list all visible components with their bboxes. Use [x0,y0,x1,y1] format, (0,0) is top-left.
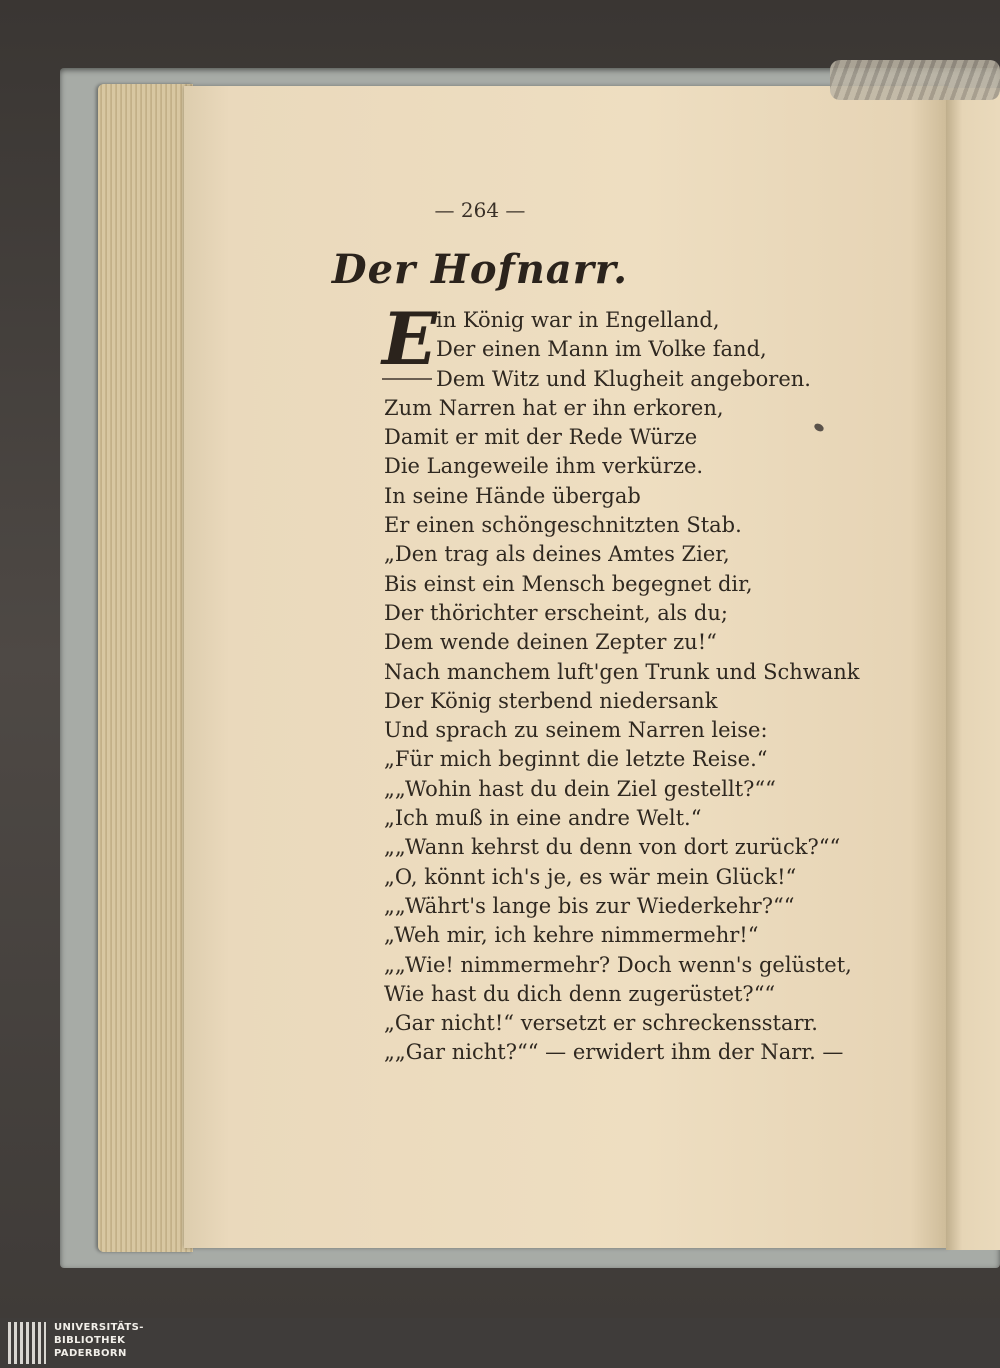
poem-line: „„Wie! nimmermehr? Doch wenn's gelüstet, [384,952,852,977]
library-footer [0,1318,1000,1368]
poem-line: Der thörichter erscheint, als du; [384,600,728,625]
poem-line: „O, könnt ich's je, es wär mein Glück!“ [384,864,797,889]
drop-cap: E [382,296,437,381]
poem-line: Wie hast du dich denn zugerüstet?““ [384,981,776,1006]
page-number: — 264 — [434,198,526,222]
poem-line: Er einen schöngeschnitzten Stab. [384,513,742,538]
page-edges [98,84,193,1252]
poem-line: „Für mich beginnt die letzte Reise.“ [384,747,768,772]
poem-line: Damit er mit der Rede Würze [384,425,698,450]
poem-line: In seine Hände übergab [384,483,641,508]
library-name [54,1321,144,1360]
library-logo-icon [8,1322,46,1364]
poem-line: „„Wohin hast du dein Ziel gestellt?““ [384,776,776,801]
library-name-line: UNIVERSITÄTS- [54,1322,144,1333]
poem-line: „„Wann kehrst du denn von dort zurück?““ [384,835,841,860]
poem-line: Dem Witz und Klugheit angeboren. [436,366,811,391]
poem-line: „„Gar nicht?““ — erwidert ihm der Narr. — [384,1040,844,1065]
next-page-edge [946,88,1000,1250]
poem-line: Und sprach zu seinem Narren leise: [384,718,768,743]
poem-line: „„Währt's lange bis zur Wiederkehr?““ [384,893,795,918]
poem-line: Dem wende deinen Zepter zu!“ [384,630,717,655]
poem-line: Nach manchem luft'gen Trunk und Schwank [384,659,860,684]
poem-line: Der König sterbend niedersank [384,688,718,713]
poem-line: „Den trag als deines Amtes Zier, [384,542,730,567]
poem-line: „Weh mir, ich kehre nimmermehr!“ [384,923,759,948]
poem-line: „Ich muß in eine andre Welt.“ [384,806,702,831]
library-name-line: BIBLIOTHEK [54,1335,126,1346]
poem-lines [384,306,860,1068]
poem-title: Der Hofnarr. [331,246,629,293]
poem-line: in König war in Engelland, [436,308,720,332]
bookmark-ribbon [830,60,1000,100]
poem-line: „Gar nicht!“ versetzt er schreckensstarr. [384,1011,818,1036]
library-name-line: PADERBORN [54,1348,127,1359]
poem-line: Bis einst ein Mensch begegnet dir, [384,571,753,596]
poem-line: Die Langeweile ihm verkürze. [384,454,704,479]
poem-line: Zum Narren hat er ihn erkoren, [384,395,724,420]
poem-line: Der einen Mann im Volke fand, [436,337,767,362]
